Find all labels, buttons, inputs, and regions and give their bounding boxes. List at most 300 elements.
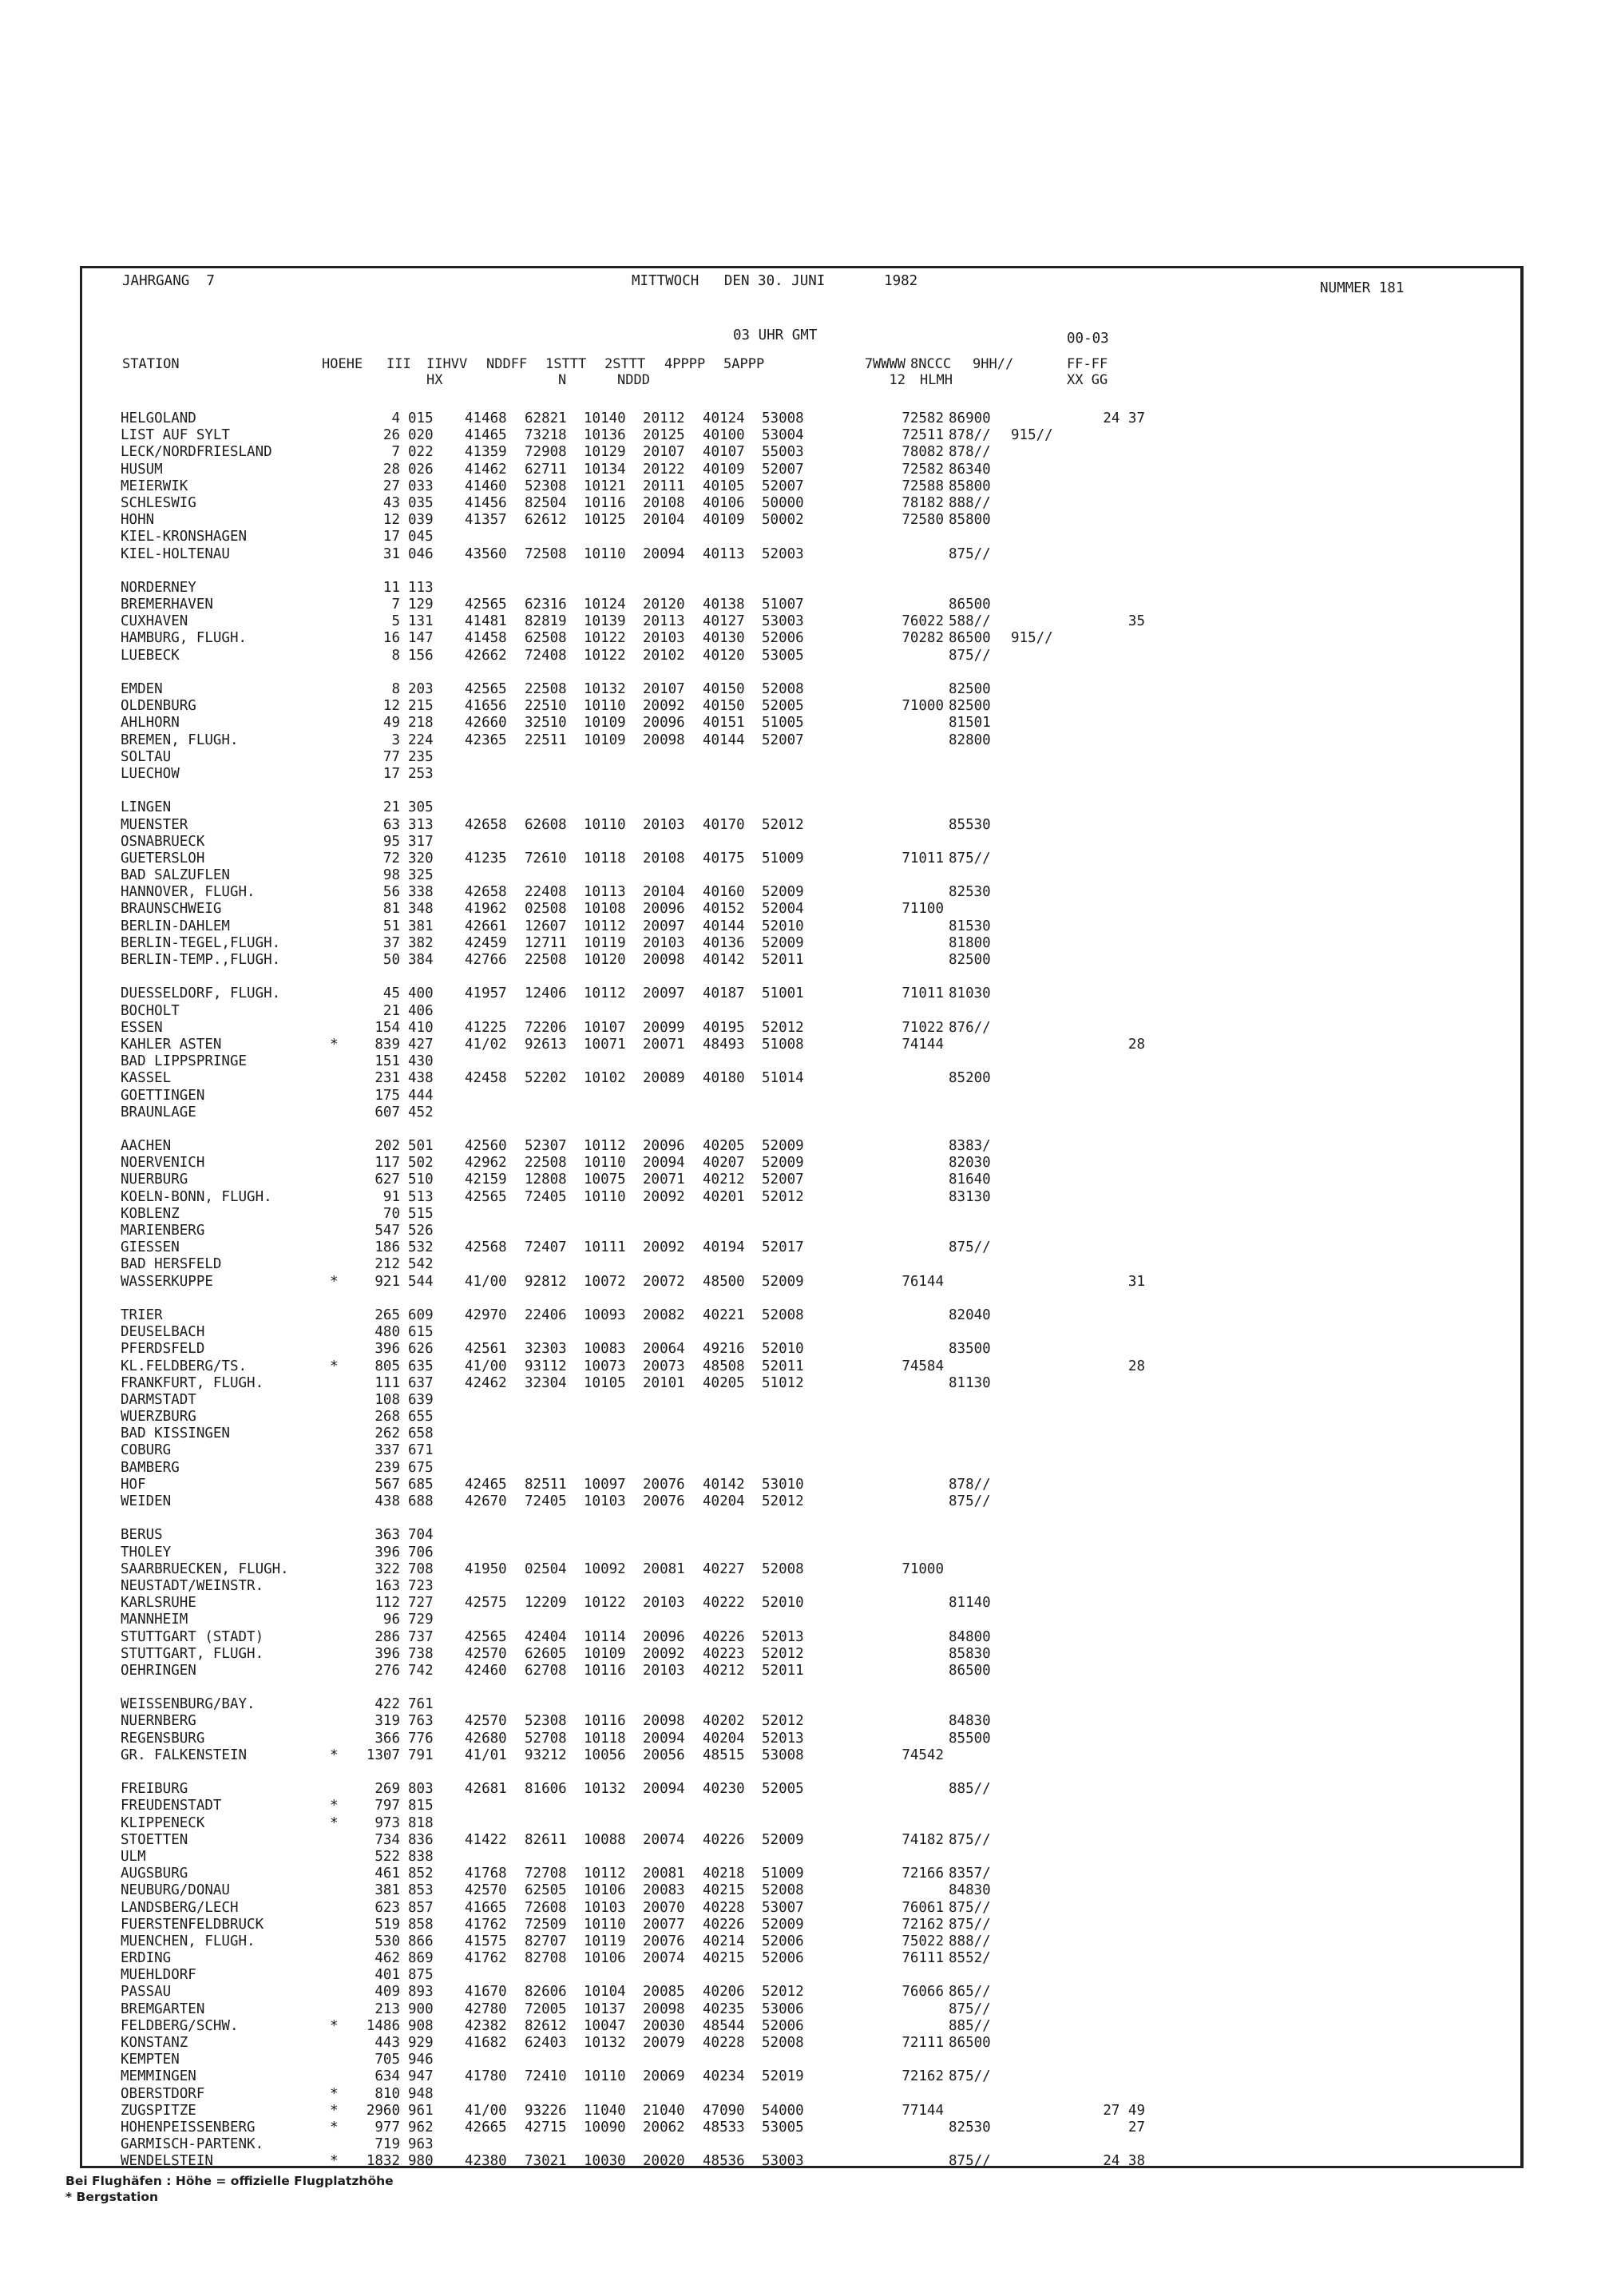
station-name: GR. FALKENSTEIN bbox=[121, 1747, 248, 1763]
station-name: BERLIN-TEMP.,FLUGH. bbox=[121, 952, 281, 968]
group-7wwww: 75022 bbox=[902, 1933, 944, 1949]
group-4pppp: 40127 bbox=[703, 613, 745, 630]
station-height: 154 bbox=[374, 1019, 400, 1036]
station-name: PFERDSFELD bbox=[121, 1341, 205, 1358]
group-4pppp: 40226 bbox=[703, 1831, 745, 1848]
group-4pppp: 40227 bbox=[703, 1560, 745, 1577]
group-5appp: 52006 bbox=[762, 1933, 804, 1949]
group-iihvv: 42460 bbox=[465, 1662, 507, 1679]
station-id: 729 bbox=[408, 1612, 434, 1628]
group-ff: 27 bbox=[1127, 2119, 1145, 2135]
group-nddff: 92812 bbox=[525, 1273, 567, 1290]
group-1sttt: 10118 bbox=[584, 1730, 626, 1747]
station-name: GUETERSLOH bbox=[121, 850, 205, 866]
group-1sttt: 10092 bbox=[584, 1560, 626, 1577]
group-8nccc: 82530 bbox=[949, 884, 991, 901]
group-2sttt: 20071 bbox=[643, 1036, 685, 1053]
group-iihvv: 42962 bbox=[465, 1155, 507, 1172]
group-5appp: 52012 bbox=[762, 1645, 804, 1662]
station-id: 655 bbox=[408, 1409, 434, 1426]
group-4pppp: 40218 bbox=[703, 1866, 745, 1882]
station-height: 396 bbox=[374, 1341, 400, 1358]
group-5appp: 51005 bbox=[762, 715, 804, 732]
station-height: 634 bbox=[374, 2068, 400, 2085]
station-id: 658 bbox=[408, 1426, 434, 1442]
group-5appp: 52008 bbox=[762, 681, 804, 697]
group-8nccc: 86500 bbox=[949, 1662, 991, 1679]
station-height: 268 bbox=[374, 1409, 400, 1426]
station-height: 337 bbox=[374, 1442, 400, 1459]
col-hoehe: HOEHE bbox=[322, 356, 363, 372]
group-1sttt: 10047 bbox=[584, 2017, 626, 2034]
group-iihvv: 41357 bbox=[465, 512, 507, 529]
station-name: KIEL-HOLTENAU bbox=[121, 545, 230, 562]
group-1sttt: 10110 bbox=[584, 1155, 626, 1172]
group-nddff: 12808 bbox=[525, 1172, 567, 1188]
station-height: 77 bbox=[382, 748, 400, 765]
group-4pppp: 40221 bbox=[703, 1307, 745, 1323]
group-7wwww: 72511 bbox=[902, 427, 944, 444]
station-height: 705 bbox=[374, 2052, 400, 2068]
station-height: 43 bbox=[382, 494, 400, 511]
group-nddff: 12406 bbox=[525, 985, 567, 1002]
station-height: 28 bbox=[382, 461, 400, 478]
group-5appp: 52008 bbox=[762, 2035, 804, 2051]
group-7wwww: 76061 bbox=[902, 1899, 944, 1916]
station-id: 869 bbox=[408, 1950, 434, 1967]
station-id: 515 bbox=[408, 1205, 434, 1222]
station-height: 286 bbox=[374, 1628, 400, 1645]
station-name: WENDELSTEIN bbox=[121, 2153, 213, 2170]
group-nddff: 32304 bbox=[525, 1374, 567, 1391]
station-name: BAMBERG bbox=[121, 1459, 180, 1476]
group-8nccc: 82500 bbox=[949, 952, 991, 968]
station-height: 202 bbox=[374, 1138, 400, 1155]
group-4pppp: 40194 bbox=[703, 1239, 745, 1256]
station-name: HOHN bbox=[121, 512, 155, 529]
group-8nccc: 875// bbox=[949, 1916, 991, 1933]
station-name: WUERZBURG bbox=[121, 1409, 196, 1426]
group-ff: 28 bbox=[1127, 1036, 1145, 1053]
period-label: 00-03 bbox=[1067, 331, 1109, 347]
station-id: 961 bbox=[408, 2102, 434, 2119]
station-name: MEIERWIK bbox=[121, 478, 188, 494]
group-2sttt: 20103 bbox=[643, 816, 685, 833]
group-7wwww: 71011 bbox=[902, 985, 944, 1002]
group-2sttt: 20108 bbox=[643, 494, 685, 511]
group-2sttt: 20030 bbox=[643, 2017, 685, 2034]
station-name: MUENSTER bbox=[121, 816, 188, 833]
station-name: NEUSTADT/WEINSTR. bbox=[121, 1577, 264, 1594]
group-4pppp: 40205 bbox=[703, 1138, 745, 1155]
station-id: 685 bbox=[408, 1476, 434, 1493]
station-name: ZUGSPITZE bbox=[121, 2102, 196, 2119]
station-name: BREMGARTEN bbox=[121, 2001, 205, 2017]
station-height: 91 bbox=[382, 1188, 400, 1205]
station-name: DARMSTADT bbox=[121, 1391, 196, 1408]
group-2sttt: 20102 bbox=[643, 647, 685, 664]
group-nddff: 62711 bbox=[525, 461, 567, 478]
group-iihvv: 41768 bbox=[465, 1866, 507, 1882]
station-id: 704 bbox=[408, 1527, 434, 1544]
group-1sttt: 10114 bbox=[584, 1628, 626, 1645]
station-id: 893 bbox=[408, 1984, 434, 2001]
group-2sttt: 20107 bbox=[643, 444, 685, 461]
group-7wwww: 70282 bbox=[902, 630, 944, 647]
group-4pppp: 40202 bbox=[703, 1713, 745, 1730]
station-id: 727 bbox=[408, 1595, 434, 1612]
group-iihvv: 43560 bbox=[465, 545, 507, 562]
station-id: 706 bbox=[408, 1544, 434, 1560]
group-iihvv: 42159 bbox=[465, 1172, 507, 1188]
group-1sttt: 10118 bbox=[584, 850, 626, 866]
station-id: 615 bbox=[408, 1324, 434, 1341]
station-id: 609 bbox=[408, 1307, 434, 1323]
col-8nccc: 8NCCC HLMH bbox=[910, 356, 953, 388]
station-height: 396 bbox=[374, 1645, 400, 1662]
col-nddff: NDDFF bbox=[486, 356, 528, 372]
group-4pppp: 40214 bbox=[703, 1933, 745, 1949]
station-id: 215 bbox=[408, 698, 434, 715]
station-id: 325 bbox=[408, 867, 434, 884]
group-2sttt: 21040 bbox=[643, 2102, 685, 2119]
group-5appp: 53008 bbox=[762, 410, 804, 426]
col-iii: III bbox=[386, 356, 411, 372]
station-name: NORDERNEY bbox=[121, 579, 196, 596]
group-4pppp: 40120 bbox=[703, 647, 745, 664]
group-7wwww: 71011 bbox=[902, 850, 944, 866]
group-9hh: 915// bbox=[1011, 630, 1053, 647]
group-8nccc: 81030 bbox=[949, 985, 991, 1002]
station-id: 131 bbox=[408, 613, 434, 630]
station-height: 12 bbox=[382, 698, 400, 715]
group-nddff: 22508 bbox=[525, 681, 567, 697]
station-name: AHLHORN bbox=[121, 715, 180, 732]
station-name: KONSTANZ bbox=[121, 2035, 188, 2051]
col-5appp: 5APPP bbox=[723, 356, 765, 372]
group-nddff: 22510 bbox=[525, 698, 567, 715]
group-4pppp: 40107 bbox=[703, 444, 745, 461]
group-1sttt: 10125 bbox=[584, 512, 626, 529]
group-5appp: 53007 bbox=[762, 1899, 804, 1916]
group-nddff: 22408 bbox=[525, 884, 567, 901]
col-1sttt: 1STTT N bbox=[545, 356, 587, 388]
group-5appp: 53008 bbox=[762, 1747, 804, 1763]
group-5appp: 52011 bbox=[762, 952, 804, 968]
group-2sttt: 20094 bbox=[643, 545, 685, 562]
group-4pppp: 40175 bbox=[703, 850, 745, 866]
station-id: 866 bbox=[408, 1933, 434, 1949]
station-id: 852 bbox=[408, 1866, 434, 1882]
group-8nccc: 875// bbox=[949, 545, 991, 562]
group-nddff: 42404 bbox=[525, 1628, 567, 1645]
group-1sttt: 10110 bbox=[584, 1916, 626, 1933]
station-height: 72 bbox=[382, 850, 400, 866]
group-8nccc: 82530 bbox=[949, 2119, 991, 2135]
group-4pppp: 40215 bbox=[703, 1950, 745, 1967]
group-7wwww: 72582 bbox=[902, 410, 944, 426]
group-9hh: 915// bbox=[1011, 427, 1053, 444]
group-1sttt: 10097 bbox=[584, 1476, 626, 1493]
group-8nccc: 81130 bbox=[949, 1374, 991, 1391]
station-id: 542 bbox=[408, 1256, 434, 1273]
station-height: 108 bbox=[374, 1391, 400, 1408]
group-4pppp: 49216 bbox=[703, 1341, 745, 1358]
group-iihvv: 42680 bbox=[465, 1730, 507, 1747]
station-id: 635 bbox=[408, 1358, 434, 1374]
station-height: 265 bbox=[374, 1307, 400, 1323]
station-name: FREIBURG bbox=[121, 1781, 188, 1798]
group-5appp: 52006 bbox=[762, 630, 804, 647]
group-7wwww: 76111 bbox=[902, 1950, 944, 1967]
group-5appp: 53003 bbox=[762, 613, 804, 630]
station-height: 37 bbox=[382, 934, 400, 951]
group-8nccc: 82800 bbox=[949, 732, 991, 748]
group-nddff: 93112 bbox=[525, 1358, 567, 1374]
group-1sttt: 11040 bbox=[584, 2102, 626, 2119]
station-id: 406 bbox=[408, 1002, 434, 1019]
group-iihvv: 41422 bbox=[465, 1831, 507, 1848]
station-id: 963 bbox=[408, 2136, 434, 2153]
group-5appp: 52007 bbox=[762, 732, 804, 748]
group-8nccc: 83500 bbox=[949, 1341, 991, 1358]
group-8nccc: 84830 bbox=[949, 1882, 991, 1899]
group-1sttt: 10112 bbox=[584, 1866, 626, 1882]
station-height: 239 bbox=[374, 1459, 400, 1476]
group-1sttt: 10110 bbox=[584, 1188, 626, 1205]
station-height: 2960 bbox=[366, 2102, 400, 2119]
group-1sttt: 10132 bbox=[584, 681, 626, 697]
group-1sttt: 10140 bbox=[584, 410, 626, 426]
station-name: BAD KISSINGEN bbox=[121, 1426, 230, 1442]
station-height: 5 bbox=[391, 613, 400, 630]
station-id: 156 bbox=[408, 647, 434, 664]
station-name: ERDING bbox=[121, 1950, 172, 1967]
station-name: BOCHOLT bbox=[121, 1002, 180, 1019]
station-name: BERLIN-DAHLEM bbox=[121, 918, 230, 934]
station-id: 045 bbox=[408, 529, 434, 545]
group-4pppp: 40150 bbox=[703, 698, 745, 715]
group-nddff: 62505 bbox=[525, 1882, 567, 1899]
group-nddff: 52308 bbox=[525, 478, 567, 494]
station-height: 322 bbox=[374, 1560, 400, 1577]
station-name: ESSEN bbox=[121, 1019, 163, 1036]
station-id: 026 bbox=[408, 461, 434, 478]
station-height: 519 bbox=[374, 1916, 400, 1933]
group-5appp: 52012 bbox=[762, 1019, 804, 1036]
station-name: LUECHOW bbox=[121, 765, 180, 782]
station-id: 947 bbox=[408, 2068, 434, 2085]
group-8nccc: 875// bbox=[949, 2068, 991, 2085]
group-8nccc: 885// bbox=[949, 2017, 991, 2034]
group-4pppp: 40130 bbox=[703, 630, 745, 647]
group-iihvv: 41458 bbox=[465, 630, 507, 647]
group-8nccc: 888// bbox=[949, 494, 991, 511]
group-8nccc: 81800 bbox=[949, 934, 991, 951]
group-5appp: 53010 bbox=[762, 1476, 804, 1493]
station-height: 734 bbox=[374, 1831, 400, 1848]
station-id: 235 bbox=[408, 748, 434, 765]
station-name: THOLEY bbox=[121, 1544, 172, 1560]
station-name: OEHRINGEN bbox=[121, 1662, 196, 1679]
group-iihvv: 41235 bbox=[465, 850, 507, 866]
group-iihvv: 41575 bbox=[465, 1933, 507, 1949]
footnote-airports: Bei Flughäfen : Höhe = offizielle Flugplatzhöhe bbox=[65, 2174, 394, 2188]
station-height: 163 bbox=[374, 1577, 400, 1594]
group-5appp: 51008 bbox=[762, 1036, 804, 1053]
group-8nccc: 82040 bbox=[949, 1307, 991, 1323]
station-id: 838 bbox=[408, 1848, 434, 1865]
group-nddff: 72908 bbox=[525, 444, 567, 461]
group-1sttt: 10113 bbox=[584, 884, 626, 901]
station-id: 836 bbox=[408, 1831, 434, 1848]
group-5appp: 51009 bbox=[762, 850, 804, 866]
group-1sttt: 10129 bbox=[584, 444, 626, 461]
group-5appp: 52012 bbox=[762, 1493, 804, 1509]
group-nddff: 82612 bbox=[525, 2017, 567, 2034]
group-8nccc: 85530 bbox=[949, 816, 991, 833]
station-id: 444 bbox=[408, 1087, 434, 1104]
group-iihvv: 42660 bbox=[465, 715, 507, 732]
station-name: HAMBURG, FLUGH. bbox=[121, 630, 248, 647]
station-height: 396 bbox=[374, 1544, 400, 1560]
group-4pppp: 40180 bbox=[703, 1070, 745, 1087]
group-iihvv: 42661 bbox=[465, 918, 507, 934]
group-5appp: 52003 bbox=[762, 545, 804, 562]
group-5appp: 52005 bbox=[762, 1781, 804, 1798]
group-iihvv: 42570 bbox=[465, 1645, 507, 1662]
group-4pppp: 40144 bbox=[703, 918, 745, 934]
group-7wwww: 76022 bbox=[902, 613, 944, 630]
group-4pppp: 40124 bbox=[703, 410, 745, 426]
station-id: 502 bbox=[408, 1155, 434, 1172]
group-4pppp: 48533 bbox=[703, 2119, 745, 2135]
group-nddff: 12209 bbox=[525, 1595, 567, 1612]
group-5appp: 52010 bbox=[762, 1595, 804, 1612]
station-height: 27 bbox=[382, 478, 400, 494]
group-8nccc: 8552/ bbox=[949, 1950, 991, 1967]
group-5appp: 55003 bbox=[762, 444, 804, 461]
group-2sttt: 20094 bbox=[643, 1155, 685, 1172]
group-2sttt: 20099 bbox=[643, 1019, 685, 1036]
station-id: 513 bbox=[408, 1188, 434, 1205]
group-5appp: 51001 bbox=[762, 985, 804, 1002]
group-5appp: 52007 bbox=[762, 461, 804, 478]
group-1sttt: 10109 bbox=[584, 1645, 626, 1662]
station-name: LECK/NORDFRIESLAND bbox=[121, 444, 272, 461]
group-nddff: 93226 bbox=[525, 2102, 567, 2119]
group-1sttt: 10132 bbox=[584, 1781, 626, 1798]
station-name: MUEHLDORF bbox=[121, 1967, 196, 1984]
group-iihvv: 42382 bbox=[465, 2017, 507, 2034]
station-height: 363 bbox=[374, 1527, 400, 1544]
group-nddff: 72405 bbox=[525, 1188, 567, 1205]
station-id: 427 bbox=[408, 1036, 434, 1053]
group-4pppp: 40228 bbox=[703, 2035, 745, 2051]
group-4pppp: 40106 bbox=[703, 494, 745, 511]
group-iihvv: 42560 bbox=[465, 1138, 507, 1155]
group-5appp: 53005 bbox=[762, 647, 804, 664]
station-name: ULM bbox=[121, 1848, 146, 1865]
group-4pppp: 40212 bbox=[703, 1662, 745, 1679]
group-8nccc: 84830 bbox=[949, 1713, 991, 1730]
group-nddff: 82511 bbox=[525, 1476, 567, 1493]
group-1sttt: 10110 bbox=[584, 545, 626, 562]
station-name: LANDSBERG/LECH bbox=[121, 1899, 239, 1916]
station-name: BAD SALZUFLEN bbox=[121, 867, 230, 884]
group-iihvv: 41465 bbox=[465, 427, 507, 444]
station-id: 129 bbox=[408, 597, 434, 613]
station-name: SCHLESWIG bbox=[121, 494, 196, 511]
group-2sttt: 20085 bbox=[643, 1984, 685, 2001]
group-nddff: 72610 bbox=[525, 850, 567, 866]
group-2sttt: 20074 bbox=[643, 1831, 685, 1848]
station-height: 381 bbox=[374, 1882, 400, 1899]
report-sheet bbox=[80, 266, 1524, 2168]
station-name: MARIENBERG bbox=[121, 1223, 205, 1239]
station-name: LINGEN bbox=[121, 799, 172, 816]
station-height: 175 bbox=[374, 1087, 400, 1104]
station-name: BERUS bbox=[121, 1527, 163, 1544]
group-2sttt: 20101 bbox=[643, 1374, 685, 1391]
station-height: 607 bbox=[374, 1104, 400, 1120]
group-iihvv: 41/00 bbox=[465, 1358, 507, 1374]
group-7wwww: 77144 bbox=[902, 2102, 944, 2119]
group-7wwww: 76066 bbox=[902, 1984, 944, 2001]
station-height: 151 bbox=[374, 1053, 400, 1070]
group-2sttt: 20070 bbox=[643, 1899, 685, 1916]
group-1sttt: 10088 bbox=[584, 1831, 626, 1848]
group-2sttt: 20079 bbox=[643, 2035, 685, 2051]
group-1sttt: 10110 bbox=[584, 816, 626, 833]
group-2sttt: 20097 bbox=[643, 918, 685, 934]
col-station: STATION bbox=[122, 356, 180, 372]
group-5appp: 52010 bbox=[762, 1341, 804, 1358]
group-2sttt: 20111 bbox=[643, 478, 685, 494]
group-7wwww: 74542 bbox=[902, 1747, 944, 1763]
group-2sttt: 20098 bbox=[643, 1713, 685, 1730]
issue-number: NUMMER 181 bbox=[1320, 280, 1405, 296]
col-7wwww: 7WWWW 12 bbox=[864, 356, 905, 388]
group-4pppp: 40144 bbox=[703, 732, 745, 748]
station-id: 948 bbox=[408, 2085, 434, 2102]
station-id: 384 bbox=[408, 952, 434, 968]
group-1sttt: 10116 bbox=[584, 494, 626, 511]
group-1sttt: 10072 bbox=[584, 1273, 626, 1290]
group-5appp: 52012 bbox=[762, 1713, 804, 1730]
station-name: BREMEN, FLUGH. bbox=[121, 732, 239, 748]
group-2sttt: 20094 bbox=[643, 1781, 685, 1798]
group-iihvv: 41481 bbox=[465, 613, 507, 630]
col-iihvv: IIHVV HX bbox=[426, 356, 468, 388]
group-nddff: 72408 bbox=[525, 647, 567, 664]
group-2sttt: 20108 bbox=[643, 850, 685, 866]
station-height: 461 bbox=[374, 1866, 400, 1882]
station-id: 338 bbox=[408, 884, 434, 901]
station-height: 186 bbox=[374, 1239, 400, 1256]
group-8nccc: 878// bbox=[949, 1476, 991, 1493]
group-8nccc: 588// bbox=[949, 613, 991, 630]
station-height: 98 bbox=[382, 867, 400, 884]
station-height: 438 bbox=[374, 1493, 400, 1509]
station-name: WASSERKUPPE bbox=[121, 1273, 213, 1290]
group-7wwww: 71100 bbox=[902, 901, 944, 918]
station-id: 857 bbox=[408, 1899, 434, 1916]
group-iihvv: 42459 bbox=[465, 934, 507, 951]
group-iihvv: 42458 bbox=[465, 1070, 507, 1087]
group-4pppp: 40138 bbox=[703, 597, 745, 613]
group-nddff: 72405 bbox=[525, 1493, 567, 1509]
